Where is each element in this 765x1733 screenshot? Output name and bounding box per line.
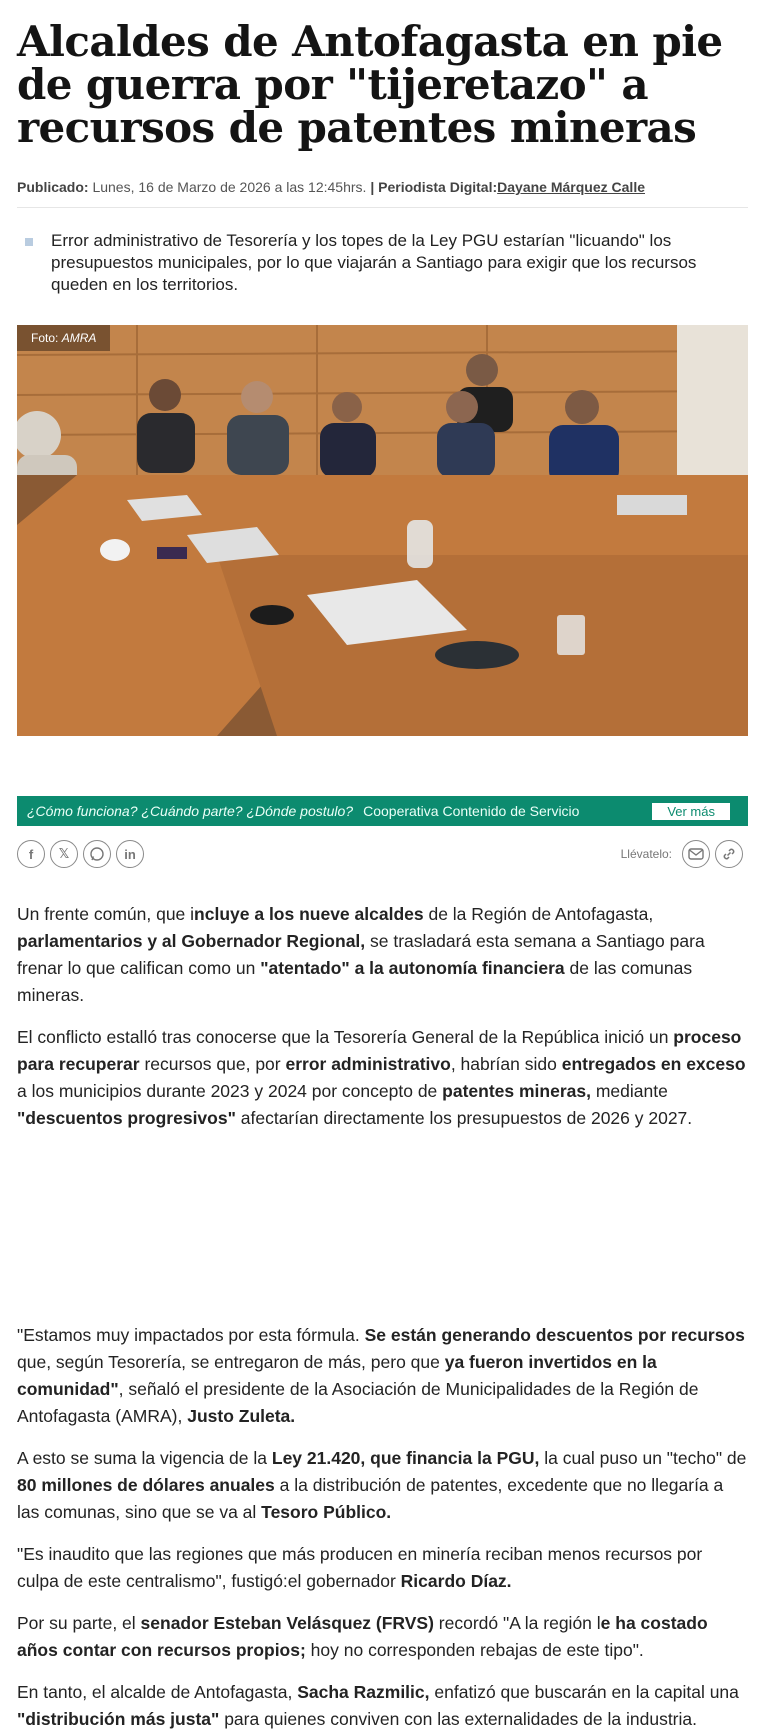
linkedin-icon[interactable]: in <box>116 840 144 868</box>
photo-credit <box>17 325 110 351</box>
summary-bullet <box>25 238 33 246</box>
bold-run: ya fueron invertidos en la comunidad" <box>17 1352 657 1399</box>
sponsored-banner[interactable] <box>17 796 748 826</box>
email-icon[interactable] <box>682 840 710 868</box>
body-paragraph <box>17 1541 748 1595</box>
whatsapp-icon[interactable] <box>83 840 111 868</box>
bold-run: ncluye a los nueve alcaldes <box>194 904 424 924</box>
author-link[interactable]: Dayane Márquez Calle <box>497 179 645 195</box>
bold-run: senador Esteban Velásquez (FRVS) <box>140 1613 434 1633</box>
text-run: afectarían directamente los presupuestos de 2026 y 2027. <box>235 1108 693 1128</box>
bold-run: "descuentos progresivos" <box>17 1108 236 1128</box>
bold-run: Justo Zuleta. <box>187 1406 296 1426</box>
text-run: recordó "A la región l <box>433 1613 601 1633</box>
published-date: Lunes, 16 de Marzo de 2026 a las 12:45hrs. <box>92 179 367 195</box>
bold-run: Se están generando descuentos por recursos <box>364 1325 745 1345</box>
link-icon[interactable] <box>715 840 743 868</box>
byline <box>17 179 748 208</box>
text-run: mediante <box>590 1081 668 1101</box>
text-run: A esto se suma la vigencia de la <box>17 1448 272 1468</box>
bold-run: Sacha Razmilic, <box>297 1682 430 1702</box>
banner-brand: Cooperativa Contenido de Servicio <box>363 803 580 819</box>
text-run: que, según Tesorería, se entregaron de más, pero que <box>17 1352 445 1372</box>
body-paragraph <box>17 901 748 1009</box>
article-body <box>17 901 748 1733</box>
bold-run: parlamentarios y al Gobernador Regional, <box>17 931 366 951</box>
bold-run: "atentado" a la autonomía financiera <box>260 958 565 978</box>
photo-credit-label: Foto: <box>31 331 59 345</box>
article-title: Alcaldes de Antofagasta en pie de guerra por "tijeretazo" a recursos de patentes mineras <box>17 17 723 152</box>
banner-questions: ¿Cómo funciona? ¿Cuándo parte? ¿Dónde postulo? <box>27 803 354 819</box>
photo-credit-source: AMRA <box>61 331 97 345</box>
body-paragraph <box>17 1445 748 1526</box>
text-run: la cual puso un "techo" de <box>539 1448 747 1468</box>
text-run: hoy no corresponden rebajas de este tipo". <box>305 1640 644 1660</box>
share-bar <box>17 839 748 869</box>
text-run: a los municipios durante 2023 y 2024 por concepto de <box>17 1081 443 1101</box>
text-run: En tanto, el alcalde de Antofagasta, <box>17 1682 298 1702</box>
bold-run: 80 millones de dólares anuales <box>17 1475 275 1495</box>
bold-run: Ricardo Díaz. <box>400 1571 512 1591</box>
text-run: "Es inaudito que las regiones que más producen en minería reciban menos recursos por culpa de este centralismo", fustigó:el gobernador <box>17 1544 703 1591</box>
article-photo[interactable] <box>17 325 748 736</box>
x-icon[interactable]: 𝕏 <box>50 840 78 868</box>
body-paragraph <box>17 1322 748 1430</box>
body-paragraph <box>17 1679 748 1733</box>
body-paragraph <box>17 1610 748 1664</box>
text-run: El conflicto estalló tras conocerse que la Tesorería General de la República inició un <box>17 1027 674 1047</box>
text-run: a la distribución de patentes, excedente que no llegaría a las comunas, sino que se va al <box>17 1475 724 1522</box>
author-label: Periodista Digital: <box>378 179 498 195</box>
photo-illustration <box>17 325 748 736</box>
text-run: , habrían sido <box>450 1054 562 1074</box>
text-run: Por su parte, el <box>17 1613 141 1633</box>
banner-cta-button[interactable]: Ver más <box>652 803 730 820</box>
text-run: se trasladará esta semana a Santiago para frenar lo que califican como un <box>17 931 705 978</box>
bold-run: entregados en exceso <box>561 1054 746 1074</box>
bold-run: Tesoro Público. <box>261 1502 392 1522</box>
facebook-icon[interactable]: f <box>17 840 45 868</box>
text-run: , señaló el presidente de la Asociación de Municipalidades de la Región de Antofagasta (AMRA), <box>17 1379 699 1426</box>
body-paragraph <box>17 1024 748 1132</box>
summary-text: Error administrativo de Tesorería y los topes de la Ley PGU estarían "licuando" los presupuestos municipales, por lo que viajarán a Santiago para exigir que los recursos queden en los territorios. <box>51 231 697 294</box>
embedded-content-gap <box>17 1147 748 1322</box>
text-run: de las comunas mineras. <box>17 958 693 1005</box>
text-run: "Estamos muy impactados por esta fórmula. <box>17 1325 365 1345</box>
bold-run: e ha costado años contar con recursos propios; <box>17 1613 708 1660</box>
bold-run: "distribución más justa" <box>17 1709 220 1729</box>
text-run: de la Región de Antofagasta, <box>423 904 654 924</box>
bold-run: patentes mineras, <box>442 1081 591 1101</box>
published-label: Publicado: <box>17 179 89 195</box>
text-run: Un frente común, que i <box>17 904 195 924</box>
article-summary <box>17 230 748 296</box>
bold-run: proceso para recuperar <box>17 1027 742 1074</box>
text-run: para quienes conviven con las externalidades de la industria. <box>219 1709 697 1729</box>
llevatelo-label: Llévatelo: <box>620 847 672 861</box>
text-run: enfatizó que buscarán en la capital una <box>429 1682 739 1702</box>
bold-run: Ley 21.420, que financia la PGU, <box>271 1448 540 1468</box>
byline-separator: | <box>370 179 375 195</box>
text-run: recursos que, por <box>139 1054 286 1074</box>
bold-run: error administrativo <box>285 1054 451 1074</box>
